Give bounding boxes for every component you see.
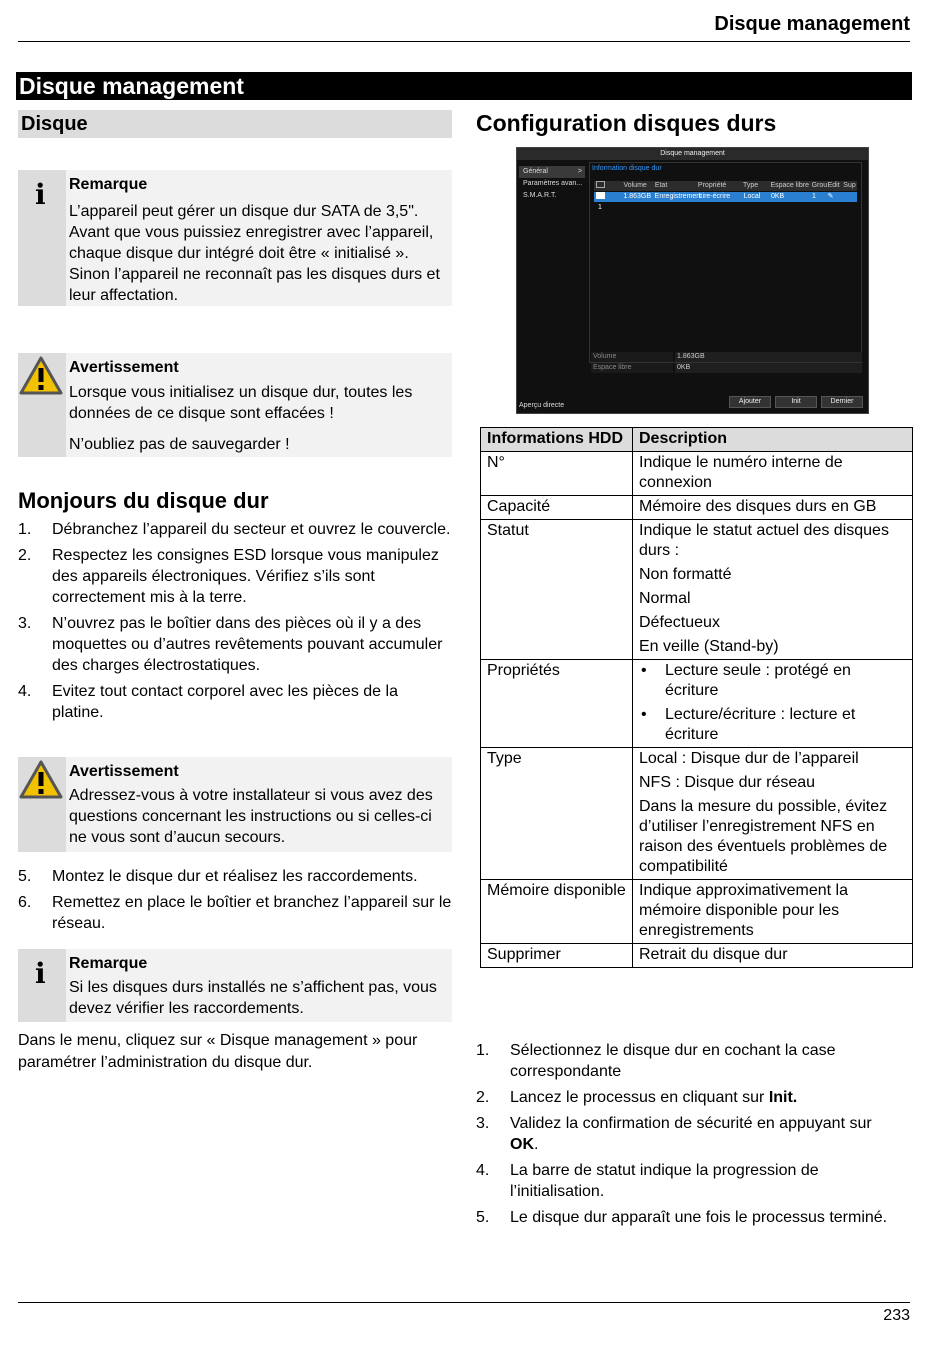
list-item: 2. Respectez les consignes ESD lorsque vous manipulez des appareils électroniques. Vérifiez s’ils sont correctement mis à la terre. (18, 547, 439, 606)
checkbox-icon (596, 181, 605, 188)
checkbox-checked-icon (596, 192, 605, 199)
list-item: 1. Débranchez l’appareil du secteur et ouvrez le couvercle. (18, 521, 451, 538)
list-item: 5. Le disque dur apparaît une fois le processus terminé. (476, 1209, 888, 1226)
closing-paragraph: Dans le menu, cliquez sur « Disque management » pour paramétrer l’administration du disque dur. (18, 1032, 418, 1071)
table-header-cell: Informations HDD (481, 428, 633, 452)
note-title: Remarque (69, 176, 148, 193)
table-row (481, 748, 913, 880)
table-cell: Enregistrement (654, 193, 703, 200)
warning-triangle-icon (19, 760, 63, 800)
info-icon: i (35, 957, 46, 990)
config-title: Configuration disques durs (476, 110, 777, 136)
table-cell (633, 660, 913, 748)
column-header (594, 181, 621, 191)
table-cell: Mémoire disponible (481, 880, 633, 944)
volume-value: 1.863GB (675, 352, 862, 362)
table-cell: Lire-écrire (698, 193, 731, 200)
screenshot-init-button: Init (775, 396, 817, 408)
table-cell: Type (481, 748, 633, 880)
sidebar-item-smart: S.M.A.R.T. (523, 192, 557, 199)
screenshot-main-panel (589, 162, 862, 363)
table-row (481, 520, 913, 660)
warning-triangle-icon (19, 356, 63, 396)
screenshot-back-button: Dernier (821, 396, 863, 408)
column-header: Volume (623, 182, 647, 189)
page-number: 233 (883, 1307, 910, 1324)
sidebar-item-advanced: Paramètres avan... (523, 180, 583, 187)
table-cell: Indique approximativement la mémoire disponible pour les enregistrements (633, 880, 913, 944)
mount-steps-list (18, 519, 452, 728)
screenshot-table-row (594, 192, 857, 211)
screenshot-add-button: Ajouter (729, 396, 771, 408)
table-cell: N° (481, 452, 633, 496)
note-text: Si les disques durs installés ne s’affichent pas, vous devez vérifier les raccordements. (69, 979, 437, 1017)
mount-steps-list-2 (18, 866, 452, 939)
table-row (481, 496, 913, 520)
list-item: 4. Evitez tout contact corporel avec les pièces de la platine. (18, 683, 398, 721)
table-header-cell: Description (633, 428, 913, 452)
table-cell: Mémoire des disques durs en GB (633, 496, 913, 520)
table-cell: Propriétés (481, 660, 633, 748)
hdd-info-table (480, 427, 913, 968)
screenshot-free-row (591, 363, 862, 373)
free-value: 0KB (675, 363, 862, 373)
note-box-1 (18, 170, 452, 306)
note-icon-column (18, 170, 66, 306)
column-header: Sup (843, 182, 856, 189)
list-item: • Lecture/écriture : lecture et écriture (639, 705, 906, 745)
table-row (481, 944, 913, 968)
note-icon-column (18, 949, 66, 1022)
screenshot-tab: Information disque dur (592, 165, 662, 172)
column-header: Type (742, 182, 759, 189)
warning-box-2 (18, 757, 452, 852)
table-cell: Retrait du disque dur (633, 944, 913, 968)
note-text: L’appareil peut gérer un disque dur SATA de 3,5". Avant que vous puissiez enregistrer avec l’appareil, chaque disque dur intégré doit être « initialisé ». Sinon l’appareil ne reconnaît pas les disques durs et leur affectation. (69, 203, 440, 304)
column-header: Espace libre (770, 182, 809, 189)
list-item: 3. Validez la confirmation de sécurité en appuyant sur OK. (476, 1115, 872, 1153)
table-cell: Indique le statut actuel des disques durs : Non formatté Normal Défectueux En veille (Stand-by) (633, 520, 913, 660)
screenshot-sidebar (519, 166, 585, 202)
screenshot-live-view: Aperçu directe (519, 402, 565, 409)
table-cell: 0KB (770, 193, 785, 200)
column-header: Grou (811, 182, 828, 189)
list-item: • Lecture seule : protégé en écriture (639, 661, 906, 701)
table-cell: Local (743, 193, 761, 200)
mount-section-title: Monjours du disque dur (18, 488, 269, 513)
list-item: 5. Montez le disque dur et réalisez les raccordements. (18, 868, 418, 885)
chevron-right-icon: > (577, 168, 582, 175)
header-rule (18, 41, 910, 42)
note-title: Remarque (69, 955, 148, 972)
warning-text: Adressez-vous à votre installateur si vous avez des questions concernant les instructions ou si celles-ci ne vous sont d’aucun secours. (69, 787, 433, 846)
table-cell: Capacité (481, 496, 633, 520)
screenshot-volume-row (591, 352, 862, 362)
section-title: Disque management (16, 72, 912, 100)
table-cell: 1 (812, 193, 816, 200)
column-header: Propriété (697, 182, 727, 189)
free-label: Espace libre (591, 363, 673, 373)
screenshot-title-bar: Disque management (517, 148, 868, 160)
list-item: 3. N’ouvrez pas le boîtier dans des pièces où il y a des moquettes ou d’autres revêtements pouvant accumuler des charges électrostatiques. (18, 615, 443, 674)
column-header: Etat (654, 182, 668, 189)
note-box-2 (18, 949, 452, 1022)
table-row (481, 660, 913, 748)
table-cell: Local : Disque dur de l’appareil NFS : Disque dur réseau Dans la mesure du possible, évitez d’utiliser l’enregistrement NFS en raison des éventuels problèmes de compatibilité (633, 748, 913, 880)
table-cell: Statut (481, 520, 633, 660)
list-item: 2. Lancez le processus en cliquant sur Init. (476, 1089, 798, 1106)
info-icon: i (35, 178, 46, 211)
properties-list (639, 661, 906, 745)
table-cell: 1.863GB (623, 193, 652, 200)
list-item: 6. Remettez en place le boîtier et branchez l’appareil sur le réseau. (18, 894, 452, 932)
table-header-row (481, 428, 913, 452)
subsection-title-disque: Disque (18, 110, 452, 138)
volume-label: Volume (591, 352, 673, 362)
table-cell: 1 (594, 192, 621, 202)
table-cell: Indique le numéro interne de connexion (633, 452, 913, 496)
warning-icon-column (18, 757, 66, 852)
warning-title: Avertissement (69, 763, 179, 780)
warning-text: Lorsque vous initialisez un disque dur, toutes les données de ce disque sont effacées ! (69, 384, 413, 422)
sidebar-item-general: Général > (519, 166, 585, 178)
table-cell: Supprimer (481, 944, 633, 968)
warning-icon-column (18, 353, 66, 457)
warning-title: Avertissement (69, 359, 179, 376)
warning-text-2: N’oubliez pas de sauvegarder ! (69, 436, 290, 453)
delete-icon (841, 192, 857, 202)
running-header: Disque management (714, 13, 910, 35)
disk-management-screenshot (516, 147, 869, 414)
table-row (481, 880, 913, 944)
list-item: 1. Sélectionnez le disque dur en cochant la case correspondante (476, 1042, 836, 1080)
edit-icon: ✎ (827, 193, 834, 200)
column-header: Edit (827, 182, 840, 189)
table-row (481, 452, 913, 496)
footer-rule (18, 1302, 910, 1303)
screenshot-table-header (594, 181, 857, 191)
list-item: 4. La barre de statut indique la progression de l’initialisation. (476, 1162, 819, 1200)
init-steps-list (476, 1040, 896, 1233)
warning-box-1 (18, 353, 452, 457)
